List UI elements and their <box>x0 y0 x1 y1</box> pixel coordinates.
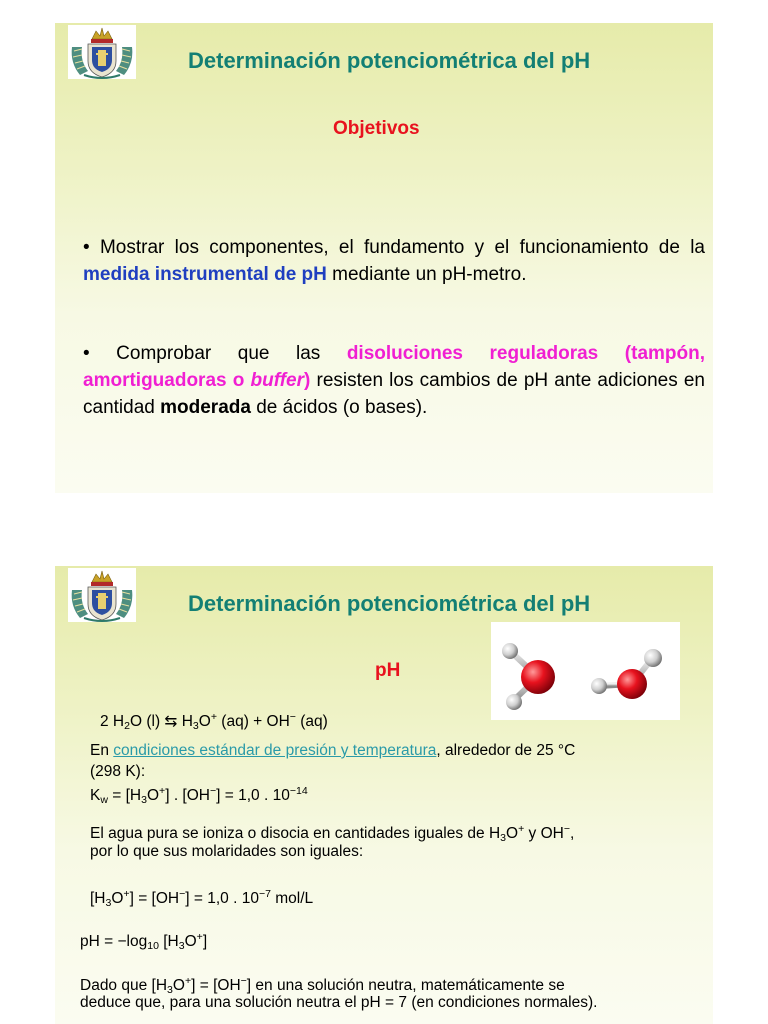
slide-title: Determinación potenciométrica del pH <box>188 591 591 616</box>
slide-title: Determinación potenciométrica del pH <box>188 48 591 73</box>
bold-moderada: moderada <box>160 397 251 418</box>
university-crest-icon <box>68 568 136 622</box>
neutral-line: Dado que $[H_3O^+] = [OH^-]$ en una solución neutra, matemáticamente se <box>80 975 565 996</box>
concentration-equation: $[H_3O^+] = [OH^-] = 1,0$ . $10^{-7}$ mol/L <box>90 888 314 909</box>
bullet-comprobar: • Comprobar que las disoluciones reguladoras (tampón, amortiguadoras o buffer) resisten los cambios de pH ante adiciones en cantidad moderada de ácidos (o bases). <box>83 343 706 418</box>
ionize-line: El agua pura se ioniza o disocia en cantidades iguales de $H_3O^+$ y OH−, <box>90 823 575 844</box>
bullet-mostrar: • Mostrar los componentes, el fundamento y el funcionamiento de la medida instrumental de pH mediante un pH-metro. <box>83 237 705 285</box>
ionize-line-2: por lo que sus molaridades son iguales: <box>90 843 364 860</box>
slide-subtitle: pH <box>375 660 401 681</box>
equilibrium-equation: 2 $H_2O$ (l) ⇆ $H_3O^+$ (aq) + OH− (aq) <box>100 711 328 732</box>
university-crest-icon <box>68 25 136 79</box>
kw-equation: $K_w = [H_3O^+]$ . [OH−] = 1,0 . $10^{-14}$ <box>90 785 308 806</box>
ph-definition: pH = $-\log_{10}$ $[H_3O^+]$ <box>80 931 208 952</box>
conditions-line-2: (298 K): <box>90 763 146 780</box>
highlight-medida: medida instrumental de pH <box>83 264 327 285</box>
neutral-line-2: deduce que, para una solución neutra el pH = 7 (en condiciones normales). <box>80 994 598 1011</box>
highlight-disoluciones: disoluciones reguladoras (tampón, amortiguadoras o <box>83 343 706 391</box>
link-condiciones-estandar[interactable]: condiciones estándar de presión y temperatura <box>113 742 437 759</box>
slide-subtitle: Objetivos <box>333 118 420 139</box>
water-molecule-icon <box>491 622 680 720</box>
slide-objetivos <box>55 23 713 493</box>
slide-ph <box>55 566 713 1024</box>
conditions-line: En condiciones estándar de presión y temperatura, alrededor de 25 °C <box>90 742 576 759</box>
